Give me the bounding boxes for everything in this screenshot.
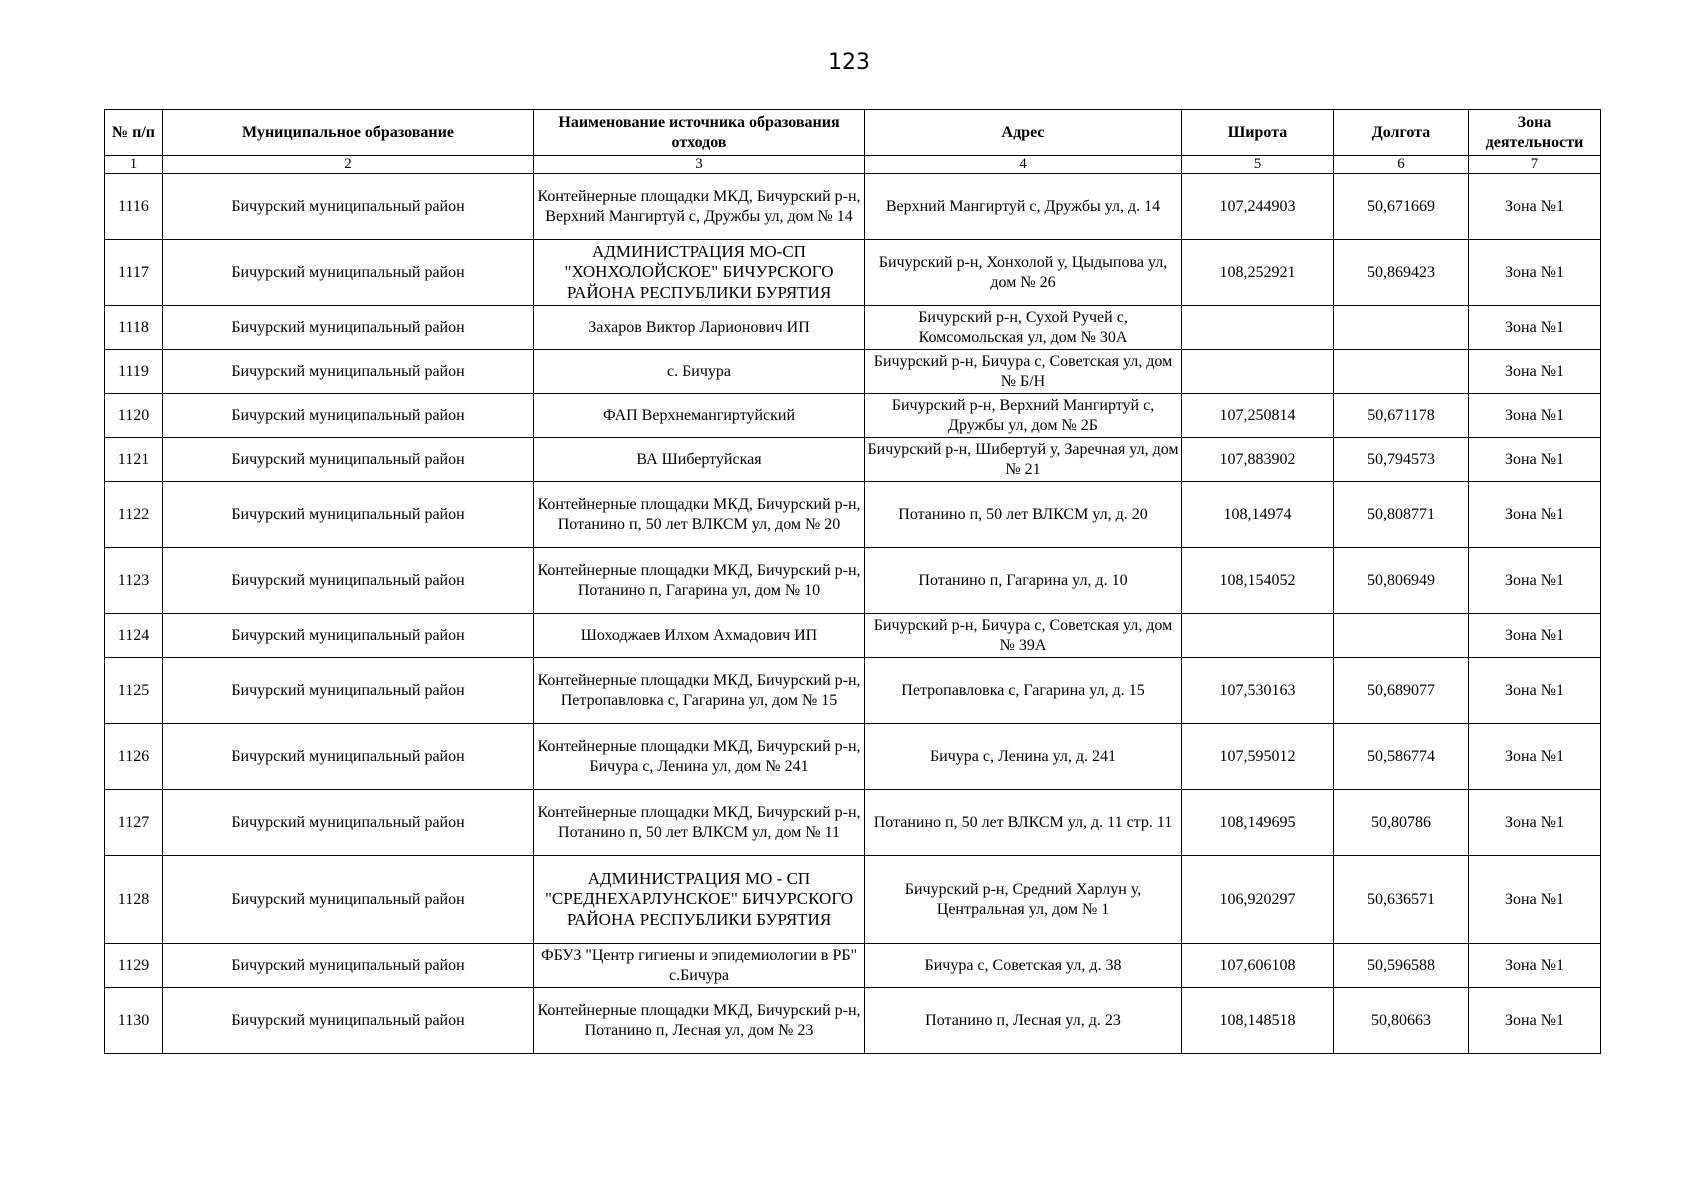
latitude-cell: 108,252921 (1182, 240, 1334, 306)
municipality-cell: Бичурский муниципальный район (163, 724, 534, 790)
municipality-cell: Бичурский муниципальный район (163, 614, 534, 658)
row-number-cell: 1129 (105, 944, 163, 988)
waste-sources-table (104, 109, 1601, 1054)
address-cell: Бичурский р-н, Бичура с, Советская ул, дом № 39А (865, 614, 1182, 658)
municipality-cell: Бичурский муниципальный район (163, 174, 534, 240)
zone-cell: Зона №1 (1469, 658, 1601, 724)
longitude-cell: 50,636571 (1334, 856, 1469, 944)
source-name-cell: АДМИНИСТРАЦИЯ МО - СП "СРЕДНЕХАРЛУНСКОЕ" БИЧУРСКОГО РАЙОНА РЕСПУБЛИКИ БУРЯТИЯ (534, 856, 865, 944)
municipality-cell: Бичурский муниципальный район (163, 988, 534, 1054)
header-cell-zone: Зона деятельности (1469, 110, 1601, 156)
source-name-cell: Захаров Виктор Ларионович ИП (534, 306, 865, 350)
municipality-cell: Бичурский муниципальный район (163, 240, 534, 306)
zone-cell: Зона №1 (1469, 394, 1601, 438)
latitude-cell (1182, 350, 1334, 394)
address-cell: Бичурский р-н, Верхний Мангиртуй с, Дружбы ул, дом № 2Б (865, 394, 1182, 438)
column-number-cell: 7 (1469, 156, 1601, 174)
column-number-cell: 1 (105, 156, 163, 174)
zone-cell: Зона №1 (1469, 240, 1601, 306)
address-cell: Бичурский р-н, Бичура с, Советская ул, дом № Б/Н (865, 350, 1182, 394)
row-number-cell: 1117 (105, 240, 163, 306)
source-name-cell: Контейнерные площадки МКД, Бичурский р-н, Верхний Мангиртуй с, Дружбы ул, дом № 14 (534, 174, 865, 240)
column-number-cell: 5 (1182, 156, 1334, 174)
zone-cell: Зона №1 (1469, 856, 1601, 944)
table-row (105, 306, 1601, 350)
header-cell-source-name: Наименование источника образования отходов (534, 110, 865, 156)
longitude-cell: 50,80786 (1334, 790, 1469, 856)
source-name-cell: ФАП Верхнемангиртуйский (534, 394, 865, 438)
source-name-cell: Контейнерные площадки МКД, Бичурский р-н, Потанино п, Лесная ул, дом № 23 (534, 988, 865, 1054)
municipality-cell: Бичурский муниципальный район (163, 350, 534, 394)
row-number-cell: 1130 (105, 988, 163, 1054)
table-row (105, 856, 1601, 944)
source-name-cell: ВА Шибертуйская (534, 438, 865, 482)
longitude-cell: 50,689077 (1334, 658, 1469, 724)
column-number-row (105, 156, 1601, 174)
source-name-cell: АДМИНИСТРАЦИЯ МО-СП "ХОНХОЛОЙСКОЕ" БИЧУРСКОГО РАЙОНА РЕСПУБЛИКИ БУРЯТИЯ (534, 240, 865, 306)
municipality-cell: Бичурский муниципальный район (163, 482, 534, 548)
source-name-cell: ФБУЗ "Центр гигиены и эпидемиологии в РБ" с.Бичура (534, 944, 865, 988)
address-cell: Верхний Мангиртуй с, Дружбы ул, д. 14 (865, 174, 1182, 240)
longitude-cell (1334, 614, 1469, 658)
zone-cell: Зона №1 (1469, 482, 1601, 548)
row-number-cell: 1128 (105, 856, 163, 944)
address-cell: Бичурский р-н, Хонхолой у, Цыдыпова ул, дом № 26 (865, 240, 1182, 306)
table-row (105, 944, 1601, 988)
column-number-cell: 6 (1334, 156, 1469, 174)
municipality-cell: Бичурский муниципальный район (163, 548, 534, 614)
latitude-cell: 108,148518 (1182, 988, 1334, 1054)
address-cell: Потанино п, 50 лет ВЛКСМ ул, д. 11 стр. 11 (865, 790, 1182, 856)
source-name-cell: Контейнерные площадки МКД, Бичурский р-н, Потанино п, Гагарина ул, дом № 10 (534, 548, 865, 614)
zone-cell: Зона №1 (1469, 174, 1601, 240)
address-cell: Потанино п, Лесная ул, д. 23 (865, 988, 1182, 1054)
row-number-cell: 1118 (105, 306, 163, 350)
address-cell: Бичура с, Советская ул, д. 38 (865, 944, 1182, 988)
source-name-cell: Шоходжаев Илхом Ахмадович ИП (534, 614, 865, 658)
row-number-cell: 1126 (105, 724, 163, 790)
longitude-cell (1334, 306, 1469, 350)
header-cell-municipality: Муниципальное образование (163, 110, 534, 156)
row-number-cell: 1123 (105, 548, 163, 614)
header-cell-number: № п/п (105, 110, 163, 156)
address-cell: Бичура с, Ленина ул, д. 241 (865, 724, 1182, 790)
longitude-cell: 50,869423 (1334, 240, 1469, 306)
table-row (105, 548, 1601, 614)
longitude-cell: 50,671669 (1334, 174, 1469, 240)
table-row (105, 240, 1601, 306)
municipality-cell: Бичурский муниципальный район (163, 790, 534, 856)
table-row (105, 482, 1601, 548)
zone-cell: Зона №1 (1469, 350, 1601, 394)
latitude-cell (1182, 306, 1334, 350)
header-cell-latitude: Широта (1182, 110, 1334, 156)
row-number-cell: 1121 (105, 438, 163, 482)
latitude-cell: 108,14974 (1182, 482, 1334, 548)
longitude-cell: 50,586774 (1334, 724, 1469, 790)
municipality-cell: Бичурский муниципальный район (163, 658, 534, 724)
column-number-cell: 4 (865, 156, 1182, 174)
latitude-cell: 106,920297 (1182, 856, 1334, 944)
table-row (105, 724, 1601, 790)
row-number-cell: 1119 (105, 350, 163, 394)
row-number-cell: 1120 (105, 394, 163, 438)
latitude-cell (1182, 614, 1334, 658)
longitude-cell: 50,808771 (1334, 482, 1469, 548)
latitude-cell: 108,154052 (1182, 548, 1334, 614)
row-number-cell: 1127 (105, 790, 163, 856)
source-name-cell: с. Бичура (534, 350, 865, 394)
municipality-cell: Бичурский муниципальный район (163, 306, 534, 350)
municipality-cell: Бичурский муниципальный район (163, 944, 534, 988)
longitude-cell: 50,806949 (1334, 548, 1469, 614)
address-cell: Петропавловка с, Гагарина ул, д. 15 (865, 658, 1182, 724)
latitude-cell: 107,250814 (1182, 394, 1334, 438)
source-name-cell: Контейнерные площадки МКД, Бичурский р-н, Петропавловка с, Гагарина ул, дом № 15 (534, 658, 865, 724)
address-cell: Потанино п, Гагарина ул, д. 10 (865, 548, 1182, 614)
table-row (105, 438, 1601, 482)
address-cell: Бичурский р-н, Шибертуй у, Заречная ул, дом № 21 (865, 438, 1182, 482)
longitude-cell: 50,80663 (1334, 988, 1469, 1054)
zone-cell: Зона №1 (1469, 724, 1601, 790)
zone-cell: Зона №1 (1469, 614, 1601, 658)
latitude-cell: 107,244903 (1182, 174, 1334, 240)
latitude-cell: 107,883902 (1182, 438, 1334, 482)
table-row (105, 394, 1601, 438)
row-number-cell: 1124 (105, 614, 163, 658)
table-row (105, 658, 1601, 724)
table-row (105, 988, 1601, 1054)
zone-cell: Зона №1 (1469, 790, 1601, 856)
municipality-cell: Бичурский муниципальный район (163, 438, 534, 482)
zone-cell: Зона №1 (1469, 438, 1601, 482)
table-row (105, 174, 1601, 240)
address-cell: Бичурский р-н, Средний Харлун у, Центральная ул, дом № 1 (865, 856, 1182, 944)
longitude-cell: 50,671178 (1334, 394, 1469, 438)
header-cell-longitude: Долгота (1334, 110, 1469, 156)
column-number-cell: 3 (534, 156, 865, 174)
address-cell: Потанино п, 50 лет ВЛКСМ ул, д. 20 (865, 482, 1182, 548)
table-row (105, 614, 1601, 658)
source-name-cell: Контейнерные площадки МКД, Бичурский р-н, Потанино п, 50 лет ВЛКСМ ул, дом № 20 (534, 482, 865, 548)
table-header-row (105, 110, 1601, 156)
column-number-cell: 2 (163, 156, 534, 174)
latitude-cell: 107,530163 (1182, 658, 1334, 724)
longitude-cell: 50,794573 (1334, 438, 1469, 482)
source-name-cell: Контейнерные площадки МКД, Бичурский р-н, Потанино п, 50 лет ВЛКСМ ул, дом № 11 (534, 790, 865, 856)
longitude-cell: 50,596588 (1334, 944, 1469, 988)
zone-cell: Зона №1 (1469, 944, 1601, 988)
latitude-cell: 107,595012 (1182, 724, 1334, 790)
table-row (105, 350, 1601, 394)
row-number-cell: 1116 (105, 174, 163, 240)
page-number: 123 (828, 50, 870, 75)
row-number-cell: 1122 (105, 482, 163, 548)
municipality-cell: Бичурский муниципальный район (163, 394, 534, 438)
table-row (105, 790, 1601, 856)
address-cell: Бичурский р-н, Сухой Ручей с, Комсомольская ул, дом № 30А (865, 306, 1182, 350)
source-name-cell: Контейнерные площадки МКД, Бичурский р-н, Бичура с, Ленина ул, дом № 241 (534, 724, 865, 790)
latitude-cell: 107,606108 (1182, 944, 1334, 988)
zone-cell: Зона №1 (1469, 548, 1601, 614)
municipality-cell: Бичурский муниципальный район (163, 856, 534, 944)
row-number-cell: 1125 (105, 658, 163, 724)
zone-cell: Зона №1 (1469, 988, 1601, 1054)
header-cell-address: Адрес (865, 110, 1182, 156)
longitude-cell (1334, 350, 1469, 394)
zone-cell: Зона №1 (1469, 306, 1601, 350)
latitude-cell: 108,149695 (1182, 790, 1334, 856)
